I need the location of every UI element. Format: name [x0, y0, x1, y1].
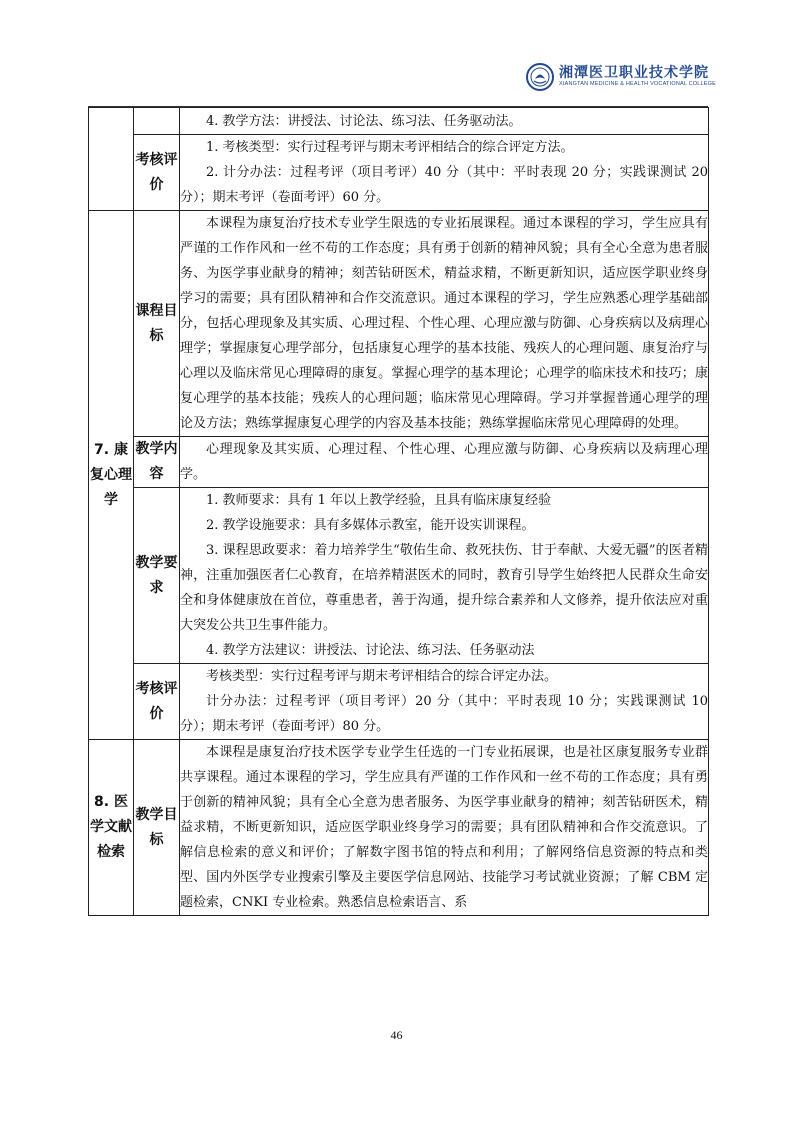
- content-cell: [180, 740, 709, 916]
- college-name-en: XIANGTAN MEDICINE & HEALTH VOCATIONAL COLLEGE: [559, 81, 717, 87]
- course-name-cell: [89, 108, 134, 211]
- assessment-label: 考核评价: [134, 664, 180, 740]
- teaching-method-text: 4. 教学方法：讲授法、讨论法、练习法、任务驱动法。: [206, 113, 522, 129]
- course-goal-label: 课程目标: [134, 211, 180, 437]
- facility-requirement-text: 2. 教学设施要求：具有多媒体示教室，能开设实训课程。: [206, 518, 535, 533]
- content-cell: [180, 664, 709, 740]
- scoring-method-text: 计分办法：过程考评（项目考评）20 分（其中：平时表现 10 分；实践课测试 10 分）；期末考评（卷面考评）80 分。: [180, 694, 708, 734]
- table-row: [89, 437, 709, 488]
- college-name-cn: 湘潭医卫职业技术学院: [559, 65, 709, 81]
- content-cell: [180, 437, 709, 488]
- teaching-requirement-label: 教学要求: [134, 488, 180, 664]
- teaching-content-label: 教学内容: [134, 437, 180, 488]
- method-suggestion-text: 4. 教学方法建议：讲授法、讨论法、练习法、任务驱动法: [206, 643, 535, 658]
- course-goal-text: 本课程为康复治疗技术专业学生限选的专业拓展课程。通过本课程的学习，学生应具有严谨的工作作风和一丝不苟的工作态度；具有勇于创新的精神风貌；具有全心全意为患者服务、为医学事业献身的精神；刻苦钻研医术，精益求精，不断更新知识，适应医学职业终身学习的需要；具有团队精神和合作交流意识。通过本课程的学习，学生应熟悉心理学基础部分，包括心理现象及其实质、心理过程、个性心理、心理应激与防御、心身疾病以及病理心理学；掌握康复心理学部分，包括康复心理学的基本技能、残疾人的心理问题、康复治疗与心理以及临床常见心理障碍的康复。掌握心理学的基本理论；心理学的临床技术和技巧；康复心理学的基本技能；残疾人的心理问题；临床常见心理障碍。学习并掌握普通心理学的理论及方法；熟练掌握康复心理学的内容及基本技能；熟练掌握临床常见心理障碍的处理。: [180, 216, 708, 431]
- assessment-type-text: 1. 考核类型：实行过程考评与期末考评相结合的综合评定方法。: [206, 140, 574, 155]
- teacher-requirement-text: 1. 教师要求：具有 1 年以上教学经验，且具有临床康复经验: [206, 493, 552, 508]
- table-row: [89, 664, 709, 740]
- course-table: [88, 107, 709, 916]
- table-row: [89, 211, 709, 437]
- content-cell: [180, 108, 709, 135]
- table-row: [89, 740, 709, 916]
- ideology-requirement-text: 3. 课程思政要求：着力培养学生“敬佑生命、救死扶伤、甘于奉献、大爱无疆”的医者精神，注重加强医者仁心教育，在培养精湛医术的同时，教育引导学生始终把人民群众生命安全和身体健康放在首位，尊重患者，善于沟通，提升综合素养和人文修养，提升依法应对重大突发公共卫生事件能力。: [180, 543, 708, 633]
- content-cell: [180, 211, 709, 437]
- assessment-type-text: 考核类型：实行过程考评与期末考评相结合的综合评定办法。: [206, 669, 558, 684]
- course-name-cell: 8. 医学文献检索: [89, 740, 134, 916]
- college-emblem-icon: [525, 62, 555, 92]
- content-cell: [180, 135, 709, 211]
- teaching-goal-label: 教学目标: [134, 740, 180, 916]
- page-header: [0, 60, 793, 104]
- table-row: [89, 488, 709, 664]
- page-number: 46: [390, 1028, 403, 1042]
- course-name-cell: 7. 康复心理学: [89, 211, 134, 740]
- content-cell: [180, 488, 709, 664]
- teaching-content-text: 心理现象及其实质、心理过程、个性心理、心理应激与防御、心身疾病以及病理心理学。: [180, 442, 708, 482]
- teaching-goal-text: 本课程是康复治疗技术医学专业学生任选的一门专业拓展课，也是社区康复服务专业群共享课程。通过本课程的学习，学生应具有严谨的工作作风和一丝不苟的工作态度；具有勇于创新的精神风貌；具有全心全意为患者服务、为医学事业献身的精神；刻苦钻研医术，精益求精，不断更新知识，适应医学职业终身学习的需要；具有团队精神和合作交流意识。了解信息检索的意义和评价；了解数字图书馆的特点和利用；了解网络信息资源的特点和类型、国内外医学专业搜索引擎及主要医学信息网站、技能学习考试就业资源；了解 CBM 定题检索，CNKI 专业检索。熟悉信息检索语言、系: [180, 745, 708, 910]
- table-row: [89, 108, 709, 135]
- label-cell: [134, 108, 180, 135]
- table-row: [89, 135, 709, 211]
- assessment-label: 考核评价: [134, 135, 180, 211]
- college-logo: [525, 60, 717, 98]
- scoring-method-text: 2. 计分办法：过程考评（项目考评）40 分（其中：平时表现 20 分；实践课测试 20 分）；期末考评（卷面考评）60 分。: [180, 165, 708, 205]
